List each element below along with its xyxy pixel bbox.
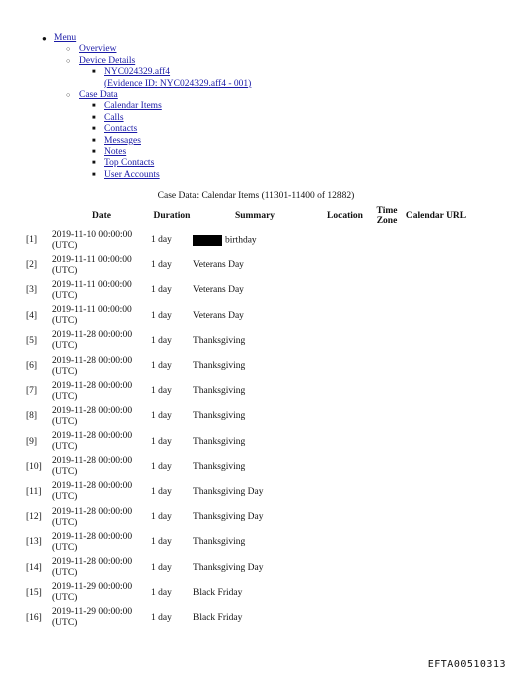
- row-index: [10]: [26, 461, 42, 472]
- summary-cell: [193, 480, 317, 505]
- case-data-item-top-contacts: [0, 158, 251, 169]
- location-cell: [317, 278, 373, 303]
- duration-cell: 1 day: [151, 310, 172, 321]
- date-value: 2019-11-28 00:00:00: [52, 380, 133, 391]
- summary-cell: [193, 304, 317, 329]
- case-data-item-calls: [0, 113, 251, 124]
- calls-link[interactable]: Calls: [104, 112, 124, 123]
- time-zone-cell: [373, 404, 401, 429]
- time-zone-label: (UTC): [52, 593, 78, 604]
- device-file-item: [0, 67, 251, 78]
- time-zone-header-line2: Zone: [376, 215, 398, 226]
- summary-cell: [193, 430, 317, 455]
- date-value: 2019-11-29 00:00:00: [52, 607, 133, 618]
- table-row: [26, 480, 471, 505]
- table-row: [26, 581, 471, 606]
- duration-cell: 1 day: [151, 361, 172, 372]
- calendar-url-cell: [401, 253, 471, 278]
- date-cell: [52, 530, 151, 555]
- table-row: [26, 404, 471, 429]
- location-cell: [317, 606, 373, 631]
- row-index: [3]: [26, 285, 38, 296]
- time-zone-label: (UTC): [52, 492, 78, 503]
- time-zone-cell: [373, 581, 401, 606]
- summary-cell: [193, 278, 317, 303]
- summary-text: Thanksgiving Day: [193, 562, 264, 573]
- location-cell: [317, 404, 373, 429]
- duration-cell: 1 day: [151, 235, 172, 246]
- calendar-url-cell: [401, 329, 471, 354]
- case-data-item-notes: [0, 147, 251, 158]
- row-index: [6]: [26, 361, 38, 372]
- summary-text: Thanksgiving: [193, 461, 246, 472]
- menu-item-device-details: [0, 56, 251, 67]
- table-row: [26, 253, 471, 278]
- time-zone-cell: [373, 354, 401, 379]
- summary-text: Thanksgiving: [193, 361, 246, 372]
- calendar-url-cell: [401, 304, 471, 329]
- table-row: [26, 530, 471, 555]
- location-cell: [317, 505, 373, 530]
- summary-text: Thanksgiving: [193, 335, 246, 346]
- duration-cell: 1 day: [151, 461, 172, 472]
- duration-cell: 1 day: [151, 335, 172, 346]
- messages-link[interactable]: Messages: [104, 135, 141, 146]
- date-cell: [52, 505, 151, 530]
- table-row: [26, 228, 471, 253]
- location-cell: [317, 329, 373, 354]
- date-cell: [52, 304, 151, 329]
- calendar-url-cell: [401, 581, 471, 606]
- time-zone-cell: [373, 329, 401, 354]
- summary-cell: [193, 555, 317, 580]
- row-index: [11]: [26, 486, 42, 497]
- time-zone-label: (UTC): [52, 618, 78, 629]
- summary-cell: [193, 505, 317, 530]
- calendar-url-cell: [401, 505, 471, 530]
- summary-text: Black Friday: [193, 612, 243, 623]
- circle-bullet-icon: ○: [66, 56, 71, 65]
- calendar-url-cell: [401, 530, 471, 555]
- date-cell: [52, 455, 151, 480]
- table-row: [26, 329, 471, 354]
- date-value: 2019-11-28 00:00:00: [52, 531, 133, 542]
- calendar-url-header: Calendar URL: [405, 210, 467, 221]
- location-cell: [317, 581, 373, 606]
- date-value: 2019-11-11 00:00:00: [52, 279, 132, 290]
- date-value: 2019-11-28 00:00:00: [52, 481, 133, 492]
- table-caption: Case Data: Calendar Items (11301-11400 of 12882): [157, 191, 355, 201]
- location-cell: [317, 530, 373, 555]
- row-index: [5]: [26, 335, 38, 346]
- table-row: [26, 278, 471, 303]
- time-zone-label: (UTC): [52, 568, 78, 579]
- date-cell: [52, 354, 151, 379]
- summary-text: Thanksgiving: [193, 537, 246, 548]
- date-value: 2019-11-28 00:00:00: [52, 456, 133, 467]
- summary-cell: [193, 530, 317, 555]
- table-row: [26, 455, 471, 480]
- contacts-link[interactable]: Contacts: [104, 124, 138, 135]
- summary-text: Thanksgiving: [193, 436, 246, 447]
- duration-cell: 1 day: [151, 260, 172, 271]
- calendar-url-cell: [401, 228, 471, 253]
- summary-cell: [193, 379, 317, 404]
- menu-entry: [0, 33, 251, 44]
- case-data-item-user-accounts: [0, 170, 251, 181]
- calendar-items-link[interactable]: Calendar Items: [104, 101, 162, 112]
- summary-cell: [193, 606, 317, 631]
- location-cell: [317, 304, 373, 329]
- document-id: EFTA00510313: [427, 659, 506, 670]
- date-value: 2019-11-11 00:00:00: [52, 305, 132, 316]
- date-value: 2019-11-11 00:00:00: [52, 254, 132, 265]
- time-zone-label: (UTC): [52, 290, 78, 301]
- calendar-url-cell: [401, 354, 471, 379]
- menu-link[interactable]: Menu: [54, 33, 77, 43]
- square-bullet-icon: ■: [92, 69, 96, 76]
- summary-text: birthday: [225, 235, 257, 246]
- time-zone-cell: [373, 606, 401, 631]
- table-row: [26, 555, 471, 580]
- summary-cell: [193, 253, 317, 278]
- duration-cell: 1 day: [151, 386, 172, 397]
- time-zone-label: (UTC): [52, 391, 78, 402]
- index-header: [26, 203, 52, 228]
- row-index: [9]: [26, 436, 38, 447]
- table-body: [26, 228, 471, 631]
- date-cell: [52, 430, 151, 455]
- duration-cell: 1 day: [151, 436, 172, 447]
- time-zone-header: [373, 203, 401, 228]
- location-cell: [317, 430, 373, 455]
- date-cell: [52, 555, 151, 580]
- calendar-url-cell: [401, 555, 471, 580]
- location-cell: [317, 480, 373, 505]
- date-cell: [52, 581, 151, 606]
- date-cell: [52, 480, 151, 505]
- time-zone-cell: [373, 455, 401, 480]
- time-zone-label: (UTC): [52, 265, 78, 276]
- table-row: [26, 354, 471, 379]
- calendar-url-cell: [401, 480, 471, 505]
- square-bullet-icon: ■: [92, 149, 96, 156]
- device-file-link[interactable]: NYC024329.aff4: [104, 67, 171, 78]
- calendar-url-cell: [401, 404, 471, 429]
- redaction-block: [193, 235, 222, 246]
- duration-cell: 1 day: [151, 285, 172, 296]
- location-cell: [317, 228, 373, 253]
- menu-item-overview: [0, 44, 251, 55]
- time-zone-cell: [373, 379, 401, 404]
- date-header: Date: [92, 210, 111, 221]
- calendar-url-cell: [401, 606, 471, 631]
- date-cell: [52, 329, 151, 354]
- summary-text: Thanksgiving: [193, 411, 246, 422]
- duration-cell: 1 day: [151, 486, 172, 497]
- summary-text: Veterans Day: [193, 260, 244, 271]
- duration-cell: 1 day: [151, 562, 172, 573]
- time-zone-cell: [373, 304, 401, 329]
- date-cell: [52, 606, 151, 631]
- evidence-id-link[interactable]: (Evidence ID: NYC024329.aff4 - 001): [104, 78, 252, 89]
- case-data-link[interactable]: Case Data: [79, 90, 118, 101]
- case-data-item-contacts: [0, 124, 251, 135]
- location-cell: [317, 379, 373, 404]
- location-cell: [317, 354, 373, 379]
- notes-link[interactable]: Notes: [104, 147, 127, 158]
- square-bullet-icon: ■: [92, 114, 96, 121]
- date-cell: [52, 278, 151, 303]
- summary-cell: [193, 354, 317, 379]
- calendar-url-cell: [401, 430, 471, 455]
- summary-text: Veterans Day: [193, 285, 244, 296]
- summary-cell: [193, 404, 317, 429]
- table-header-row: [26, 203, 471, 228]
- time-zone-label: (UTC): [52, 517, 78, 528]
- row-index: [15]: [26, 587, 42, 598]
- calendar-url-cell: [401, 455, 471, 480]
- square-bullet-icon: ■: [92, 126, 96, 133]
- location-cell: [317, 555, 373, 580]
- time-zone-cell: [373, 278, 401, 303]
- date-value: 2019-11-28 00:00:00: [52, 557, 133, 568]
- overview-link[interactable]: Overview: [79, 44, 117, 55]
- table-row: [26, 606, 471, 631]
- row-index: [7]: [26, 386, 38, 397]
- time-zone-cell: [373, 505, 401, 530]
- evidence-id-line: [0, 79, 251, 90]
- table-row: [26, 379, 471, 404]
- table-row: [26, 304, 471, 329]
- date-value: 2019-11-28 00:00:00: [52, 405, 133, 416]
- row-index: [1]: [26, 235, 38, 246]
- summary-text: Veterans Day: [193, 310, 244, 321]
- row-index: [14]: [26, 562, 42, 573]
- summary-text: Black Friday: [193, 587, 243, 598]
- duration-cell: 1 day: [151, 612, 172, 623]
- summary-cell: [193, 228, 317, 253]
- summary-cell: [193, 329, 317, 354]
- circle-bullet-icon: ○: [66, 91, 71, 100]
- row-index: [2]: [26, 260, 38, 271]
- time-zone-label: (UTC): [52, 366, 78, 377]
- summary-cell: [193, 455, 317, 480]
- table-row: [26, 505, 471, 530]
- square-bullet-icon: ■: [92, 160, 96, 167]
- calendar-url-cell: [401, 278, 471, 303]
- date-cell: [52, 404, 151, 429]
- row-index: [12]: [26, 512, 42, 523]
- time-zone-cell: [373, 228, 401, 253]
- case-data-item-messages: [0, 136, 251, 147]
- square-bullet-icon: ■: [92, 171, 96, 178]
- location-header: Location: [327, 210, 363, 221]
- square-bullet-icon: ■: [92, 103, 96, 110]
- date-cell: [52, 228, 151, 253]
- time-zone-label: (UTC): [52, 542, 78, 553]
- square-bullet-icon: ■: [92, 137, 96, 144]
- device-details-link[interactable]: Device Details: [79, 55, 136, 66]
- date-value: 2019-11-28 00:00:00: [52, 355, 133, 366]
- top-contacts-link[interactable]: Top Contacts: [104, 158, 155, 169]
- time-zone-header-line1: Time: [376, 205, 398, 216]
- row-index: [16]: [26, 612, 42, 623]
- summary-text: Thanksgiving Day: [193, 512, 264, 523]
- navigation-menu: [0, 33, 251, 181]
- time-zone-cell: [373, 430, 401, 455]
- menu-item-case-data: [0, 90, 251, 101]
- time-zone-label: (UTC): [52, 316, 78, 327]
- time-zone-label: (UTC): [52, 240, 78, 251]
- circle-bullet-icon: ○: [66, 45, 71, 54]
- time-zone-label: (UTC): [52, 416, 78, 427]
- time-zone-label: (UTC): [52, 442, 78, 453]
- date-value: 2019-11-28 00:00:00: [52, 506, 133, 517]
- date-value: 2019-11-28 00:00:00: [52, 431, 133, 442]
- date-cell: [52, 253, 151, 278]
- summary-header: Summary: [234, 210, 276, 221]
- calendar-url-cell: [401, 379, 471, 404]
- date-value: 2019-11-29 00:00:00: [52, 582, 133, 593]
- date-value: 2019-11-28 00:00:00: [52, 330, 133, 341]
- summary-cell: [193, 581, 317, 606]
- row-index: [8]: [26, 411, 38, 422]
- date-cell: [52, 379, 151, 404]
- duration-header: Duration: [153, 210, 191, 221]
- duration-cell: 1 day: [151, 411, 172, 422]
- disc-bullet-icon: ●: [42, 34, 47, 43]
- row-index: [13]: [26, 537, 42, 548]
- duration-cell: 1 day: [151, 537, 172, 548]
- location-cell: [317, 455, 373, 480]
- summary-text: Thanksgiving: [193, 386, 246, 397]
- time-zone-label: (UTC): [52, 341, 78, 352]
- calendar-items-table: [26, 203, 471, 631]
- time-zone-cell: [373, 253, 401, 278]
- user-accounts-link[interactable]: User Accounts: [104, 169, 160, 180]
- date-value: 2019-11-10 00:00:00: [52, 229, 133, 240]
- duration-cell: 1 day: [151, 587, 172, 598]
- row-index: [4]: [26, 310, 38, 321]
- time-zone-cell: [373, 555, 401, 580]
- time-zone-cell: [373, 530, 401, 555]
- location-cell: [317, 253, 373, 278]
- time-zone-cell: [373, 480, 401, 505]
- duration-cell: 1 day: [151, 512, 172, 523]
- table-row: [26, 430, 471, 455]
- time-zone-label: (UTC): [52, 467, 78, 478]
- summary-text: Thanksgiving Day: [193, 486, 264, 497]
- case-data-item-calendar: [0, 101, 251, 112]
